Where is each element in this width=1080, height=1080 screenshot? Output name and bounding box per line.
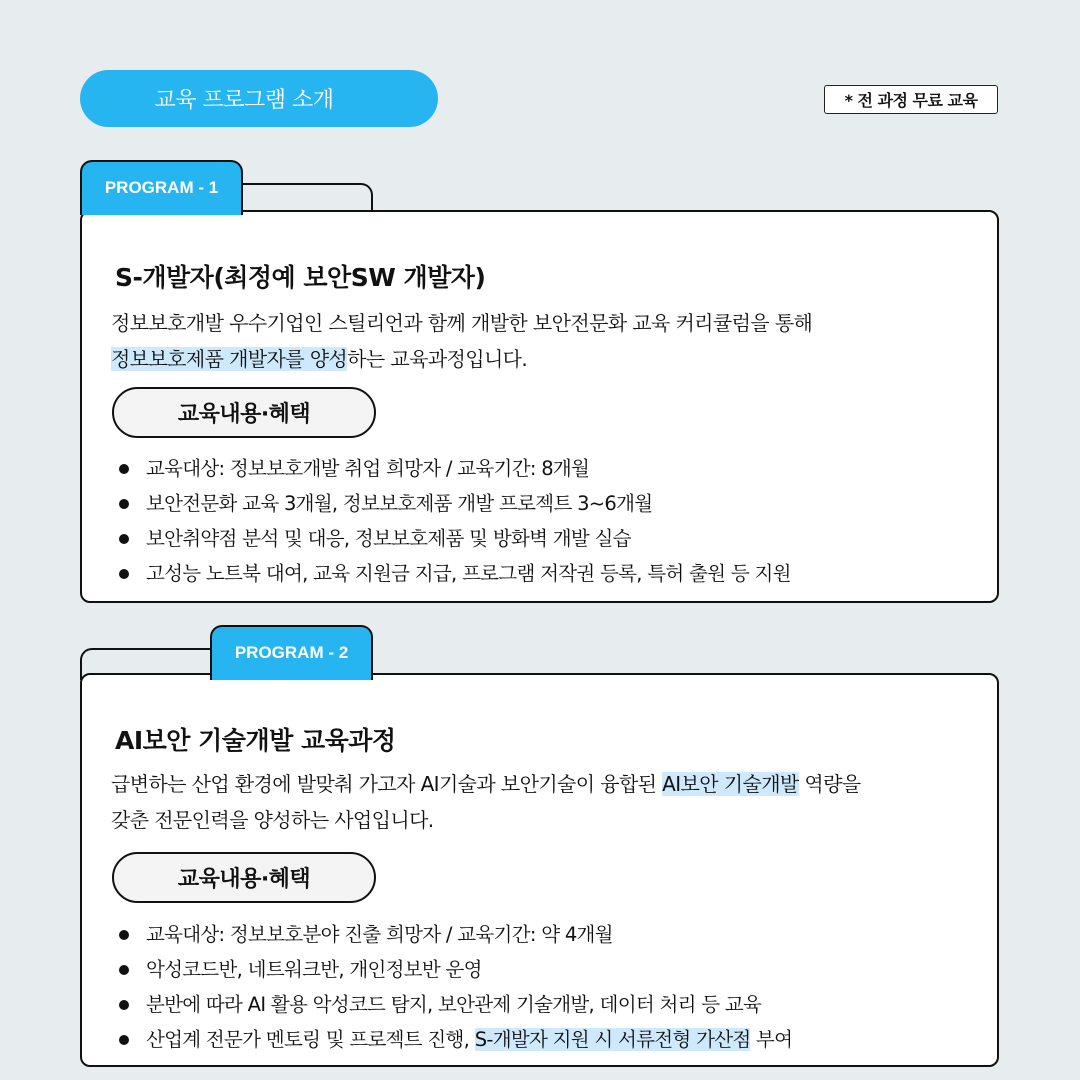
bullet-dot-icon bbox=[119, 965, 129, 975]
program-2-bullet-1: 교육대상: 정보보호분야 진출 희망자 / 교육기간: 약 4개월 bbox=[146, 923, 613, 946]
bullet-dot-icon bbox=[119, 930, 129, 940]
program-1-bullet-4: 고성능 노트북 대여, 교육 지원금 지급, 프로그램 저작권 등록, 특허 출원 등 지원 bbox=[146, 562, 791, 585]
bullet-dot-icon bbox=[119, 534, 129, 544]
bullet-dot-icon bbox=[119, 464, 129, 474]
program-2-desc-post: 역량을 bbox=[798, 772, 861, 796]
list-item bbox=[118, 917, 792, 952]
section-title: 교육 프로그램 소개 bbox=[154, 88, 334, 113]
program-2-bullet-2: 악성코드반, 네트워크반, 개인정보반 운영 bbox=[146, 958, 482, 981]
program-2-desc-line2: 갖춘 전문인력을 양성하는 사업입니다. bbox=[111, 808, 434, 832]
program-1-benefit-label bbox=[112, 387, 376, 438]
list-item bbox=[118, 556, 791, 591]
tab-program-2[interactable] bbox=[210, 625, 373, 680]
program-1-desc-highlight: 정보보호제품 개발자를 양성 bbox=[111, 347, 348, 371]
list-item bbox=[118, 486, 791, 521]
program-2-bullet-4-highlight: S-개발자 지원 시 서류전형 가산점 bbox=[474, 1028, 751, 1051]
list-item bbox=[118, 521, 791, 556]
program-1-desc-line2 bbox=[111, 341, 981, 377]
tab-program-1[interactable] bbox=[80, 160, 243, 215]
free-note-emphasis: 무료 bbox=[912, 91, 943, 110]
program-2-title: AI보안 기술개발 교육과정 bbox=[115, 726, 396, 755]
bullet-dot-icon bbox=[119, 1000, 129, 1010]
list-item bbox=[118, 1022, 792, 1057]
program-1-title: S-개발자(최정예 보안SW 개발자) bbox=[115, 263, 486, 292]
program-1-bullet-2: 보안전문화 교육 3개월, 정보보호제품 개발 프로젝트 3~6개월 bbox=[146, 492, 653, 515]
program-2-benefit-text: 교육내용·혜택 bbox=[177, 867, 311, 892]
program-2-bullet-list bbox=[118, 917, 792, 1057]
program-2-bullet-3: 분반에 따라 AI 활용 악성코드 탐지, 보안관제 기술개발, 데이터 처리 등 교육 bbox=[146, 993, 762, 1016]
program-1-bullet-3: 보안취약점 분석 및 대응, 정보보호제품 및 방화벽 개발 실습 bbox=[146, 527, 631, 550]
list-item bbox=[118, 451, 791, 486]
tab-program-2-label: PROGRAM - 2 bbox=[234, 643, 349, 662]
tab-program-1-label: PROGRAM - 1 bbox=[104, 178, 219, 197]
program-2-bullet-4-pre: 산업계 전문가 멘토링 및 프로젝트 진행, bbox=[146, 1028, 475, 1051]
program-1-benefit-text: 교육내용·혜택 bbox=[177, 402, 311, 427]
program-2-desc-line1 bbox=[111, 766, 981, 802]
program-2-bullet-4-post: 부여 bbox=[750, 1028, 793, 1051]
free-course-note bbox=[824, 85, 998, 114]
free-note-suffix: 교육 bbox=[942, 91, 978, 110]
program-1-desc-rest: 하는 교육과정입니다. bbox=[347, 347, 528, 371]
list-item bbox=[118, 987, 792, 1022]
program-1-bullet-1: 교육대상: 정보보호개발 취업 희망자 / 교육기간: 8개월 bbox=[146, 457, 590, 480]
list-item bbox=[118, 952, 792, 987]
free-note-prefix: * 전 과정 bbox=[844, 91, 913, 110]
bullet-dot-icon bbox=[119, 499, 129, 509]
program-2-desc-pre: 급변하는 산업 환경에 발맞춰 가고자 AI기술과 보안기술이 융합된 bbox=[111, 772, 663, 796]
program-1-description bbox=[111, 305, 981, 377]
bullet-dot-icon bbox=[119, 1035, 129, 1045]
program-1-bullet-list bbox=[118, 451, 791, 591]
program-2-card bbox=[80, 673, 999, 1067]
program-1-desc-line1: 정보보호개발 우수기업인 스틸리언과 함께 개발한 보안전문화 교육 커리큘럼을 통해 bbox=[111, 311, 813, 335]
program-2-description bbox=[111, 766, 981, 838]
program-2-desc-highlight: AI보안 기술개발 bbox=[662, 772, 799, 796]
program-1-card bbox=[80, 210, 999, 603]
program-2-benefit-label bbox=[112, 852, 376, 903]
section-title-pill bbox=[80, 70, 438, 127]
bullet-dot-icon bbox=[119, 569, 129, 579]
